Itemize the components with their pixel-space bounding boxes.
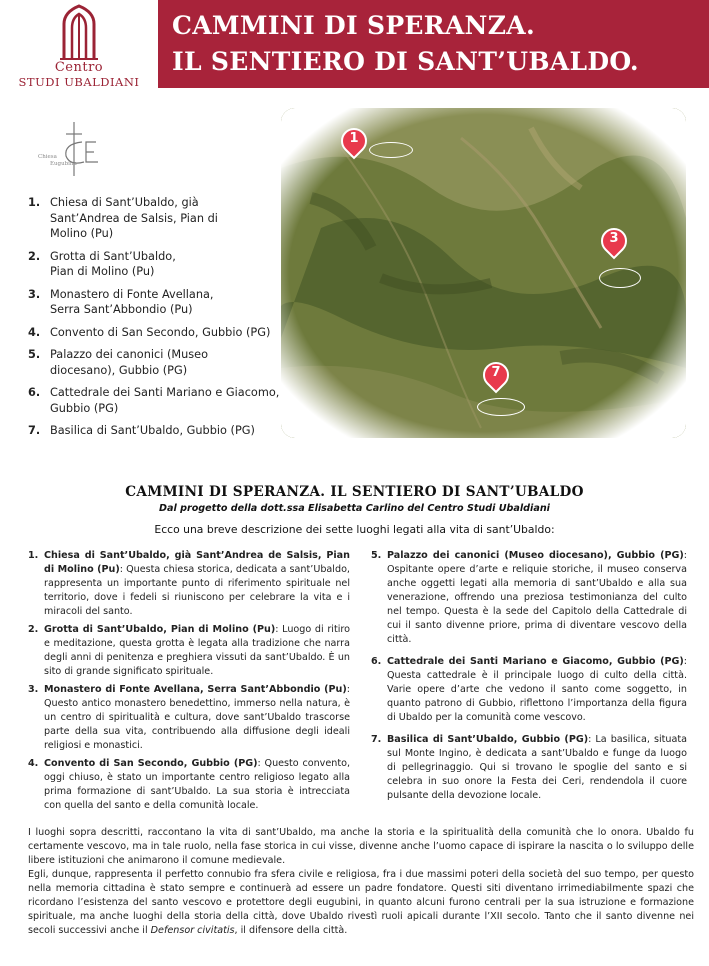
closing-text xyxy=(28,826,694,938)
place-text: Palazzo dei canonici (Museo diocesano), Gubbio (PG) xyxy=(50,348,209,377)
mitre-icon xyxy=(58,4,100,60)
description-body xyxy=(387,655,687,725)
chiesa-caption-2: Eugubina xyxy=(50,161,77,167)
map-marker-3[interactable] xyxy=(601,228,627,254)
description-item xyxy=(371,733,687,803)
place-num: 5. xyxy=(28,348,41,361)
description-num: 3. xyxy=(28,684,39,695)
defensor-civitatis-term: Defensor civitatis xyxy=(150,925,235,936)
closing-paragraph-2-text: Egli, dunque, rappresenta il perfetto connubio fra sfera civile e religiosa, fra i due massimi poteri della società del suo tempo, per questo nella memoria cittadina è stato sempre e continuerà ad essere un padre fondatore. Questi siti diventano irrimediabilmente spazi che ricordano l’esistenza del santo vescovo e protettore degli eugubini, in quanto alcuni furono centrali per la sua istruzione e formazione spirituale, ma anche luoghi della storia della città, dove Ubaldo rivestì ruoli apicali durante l’XII secolo. Tanto che il santo divenne nei secoli successivi anche il xyxy=(28,869,694,936)
place-item xyxy=(28,347,288,378)
banner-line-2: IL SENTIERO DI SANT’UBALDO. xyxy=(172,47,639,76)
description-text: : Questa chiesa storica, dedicata a sant’Ubaldo, rappresenta un importante punto di riferimento spirituale nel territorio, dove i fedeli si riuniscono per celebrare la vita e i miracoli del santo. xyxy=(44,564,350,617)
place-text: Monastero di Fonte Avellana, Serra Sant’Abbondio (Pu) xyxy=(50,287,214,316)
marker-label: 7 xyxy=(491,365,501,380)
section-intro: Ecco una breve descrizione dei sette luoghi legati alla vita di sant’Ubaldo: xyxy=(154,523,555,536)
title-banner xyxy=(158,0,709,88)
place-num: 3. xyxy=(28,287,41,301)
description-heading: Chiesa di Sant’Ubaldo, già Sant’Andrea de Salsis, Pian di Molino (Pu) xyxy=(44,550,350,575)
closing-paragraph-1: I luoghi sopra descritti, raccontano la vita di sant’Ubaldo, ma anche la storia e la spiritualità della comunità che lo onora. Ubaldo fu certamente vescovo, ma in tale ruolo, nella fase storica in cui visse, divenne anche l’uomo capace di ispirare la nascita o lo sviluppo delle libere istituzioni che animarono il comune medievale. xyxy=(28,827,694,866)
description-text: : Questa cattedrale è il principale luogo di culto della città. Varie opere d’arte che vedono il santo come soggetto, in quanto patrono di Gubbio, riflettono l’importanza della figura di Ubaldo per la comunità come vescovo. xyxy=(387,656,687,723)
marker-3-highlight xyxy=(599,268,641,288)
place-item xyxy=(28,385,288,416)
chiesa-caption-1: Chiesa xyxy=(38,154,57,160)
logo-line-1: Centro xyxy=(54,60,104,75)
closing-paragraph-2 xyxy=(28,868,694,938)
place-num: 6. xyxy=(28,386,41,399)
description-num: 5. xyxy=(371,550,382,561)
description-heading: Convento di San Secondo, Gubbio (PG) xyxy=(44,758,258,769)
section-subtitle: Dal progetto della dott.ssa Elisabetta Carlino del Centro Studi Ubaldiani xyxy=(159,503,550,514)
description-heading: Monastero di Fonte Avellana, Serra Sant’Abbondio (Pu) xyxy=(44,684,347,695)
descriptions-left-column xyxy=(28,549,350,817)
description-item xyxy=(28,623,350,679)
places-list xyxy=(28,195,288,446)
description-item xyxy=(28,549,350,619)
description-body xyxy=(44,623,350,679)
description-text: : Luogo di ritiro e meditazione, questa grotta è legata alla tradizione che narra degli anni di penitenza e preghiera vissuti da sant’Ubaldo. È un sito di grande significato spirituale. xyxy=(44,624,350,677)
place-item xyxy=(28,195,288,242)
place-item xyxy=(28,249,288,280)
description-text: : Questo antico monastero benedettino, immerso nella natura, è un centro di spiritualità e cultura, dove sant’Ubaldo trascorse parte della sua vita, contribuendo alla diffusione degli ideali religiosi e monastici. xyxy=(44,684,350,751)
map-marker-1[interactable] xyxy=(341,128,367,154)
banner-line-1: CAMMINI DI SPERANZA. xyxy=(172,11,535,40)
place-item xyxy=(28,423,288,439)
place-text: Cattedrale dei Santi Mariano e Giacomo, Gubbio (PG) xyxy=(50,386,280,415)
description-body xyxy=(44,549,350,619)
marker-1-highlight xyxy=(369,142,413,158)
chiesa-eugubina-logo-icon xyxy=(44,120,106,178)
logo-line-2: STUDI UBALDIANI xyxy=(18,75,140,89)
place-item xyxy=(28,287,288,318)
description-body xyxy=(44,757,350,813)
place-num: 4. xyxy=(28,325,41,339)
description-num: 6. xyxy=(371,656,382,667)
closing-paragraph-2-end: , il difensore della città. xyxy=(234,925,348,936)
description-item xyxy=(28,757,350,813)
description-text: : La basilica, situata sul Monte Ingino, è dedicata a sant’Ubaldo e funge da luogo di pellegrinaggio. Qui si trovano le spoglie del santo e si celebra in suo onore la Festa dei Ceri, rendendola il cuore pulsante della devozione locale. xyxy=(387,734,687,801)
description-num: 4. xyxy=(28,758,39,769)
section-title: CAMMINI DI SPERANZA. IL SENTIERO DI SANT’UBALDO xyxy=(125,484,584,500)
description-heading: Palazzo dei canonici (Museo diocesano), Gubbio (PG) xyxy=(387,550,684,561)
centro-studi-logo xyxy=(0,0,158,110)
description-item xyxy=(371,549,687,647)
description-heading: Cattedrale dei Santi Mariano e Giacomo, Gubbio (PG) xyxy=(387,656,684,667)
marker-7-highlight xyxy=(477,398,525,416)
chiesa-logo-caption xyxy=(38,154,77,168)
description-item xyxy=(371,655,687,725)
description-body xyxy=(387,549,687,647)
description-body xyxy=(44,683,350,753)
description-text: : Ospitante opere d’arte e reliquie storiche, il museo conserva anche oggetti legati alla memoria di sant’Ubaldo e alla sua venerazione, offrendo una preziosa testimonianza del culto nel tempo. Questa è la sede del Capitolo della Cattedrale di cui il santo divenne priore, prima di diventare vescovo della città. xyxy=(387,550,687,645)
satellite-map xyxy=(281,108,686,438)
place-text: Chiesa di Sant’Ubaldo, già Sant’Andrea de Salsis, Pian di Molino (Pu) xyxy=(50,196,218,240)
place-num: 7. xyxy=(28,424,41,437)
map-marker-7[interactable] xyxy=(483,362,509,388)
description-heading: Basilica di Sant’Ubaldo, Gubbio (PG) xyxy=(387,734,589,745)
description-num: 2. xyxy=(28,624,39,635)
place-num: 2. xyxy=(28,249,41,263)
description-text: : Questo convento, oggi chiuso, è stato un importante centro religioso legato alla prima formazione di sant’Ubaldo. La sua storia è intrecciata con quella del santo e della comunità locale. xyxy=(44,758,351,811)
description-num: 7. xyxy=(371,734,382,745)
marker-label: 3 xyxy=(609,231,619,246)
description-num: 1. xyxy=(28,550,39,561)
description-heading: Grotta di Sant’Ubaldo, Pian di Molino (Pu) xyxy=(44,624,276,635)
place-item xyxy=(28,325,288,341)
descriptions-right-column xyxy=(371,549,687,807)
description-item xyxy=(28,683,350,753)
place-text: Basilica di Sant’Ubaldo, Gubbio (PG) xyxy=(50,424,255,437)
place-num: 1. xyxy=(28,196,41,209)
place-text: Convento di San Secondo, Gubbio (PG) xyxy=(50,325,271,339)
place-text: Grotta di Sant’Ubaldo, Pian di Molino (Pu) xyxy=(50,249,176,278)
marker-label: 1 xyxy=(349,131,359,146)
description-body xyxy=(387,733,687,803)
